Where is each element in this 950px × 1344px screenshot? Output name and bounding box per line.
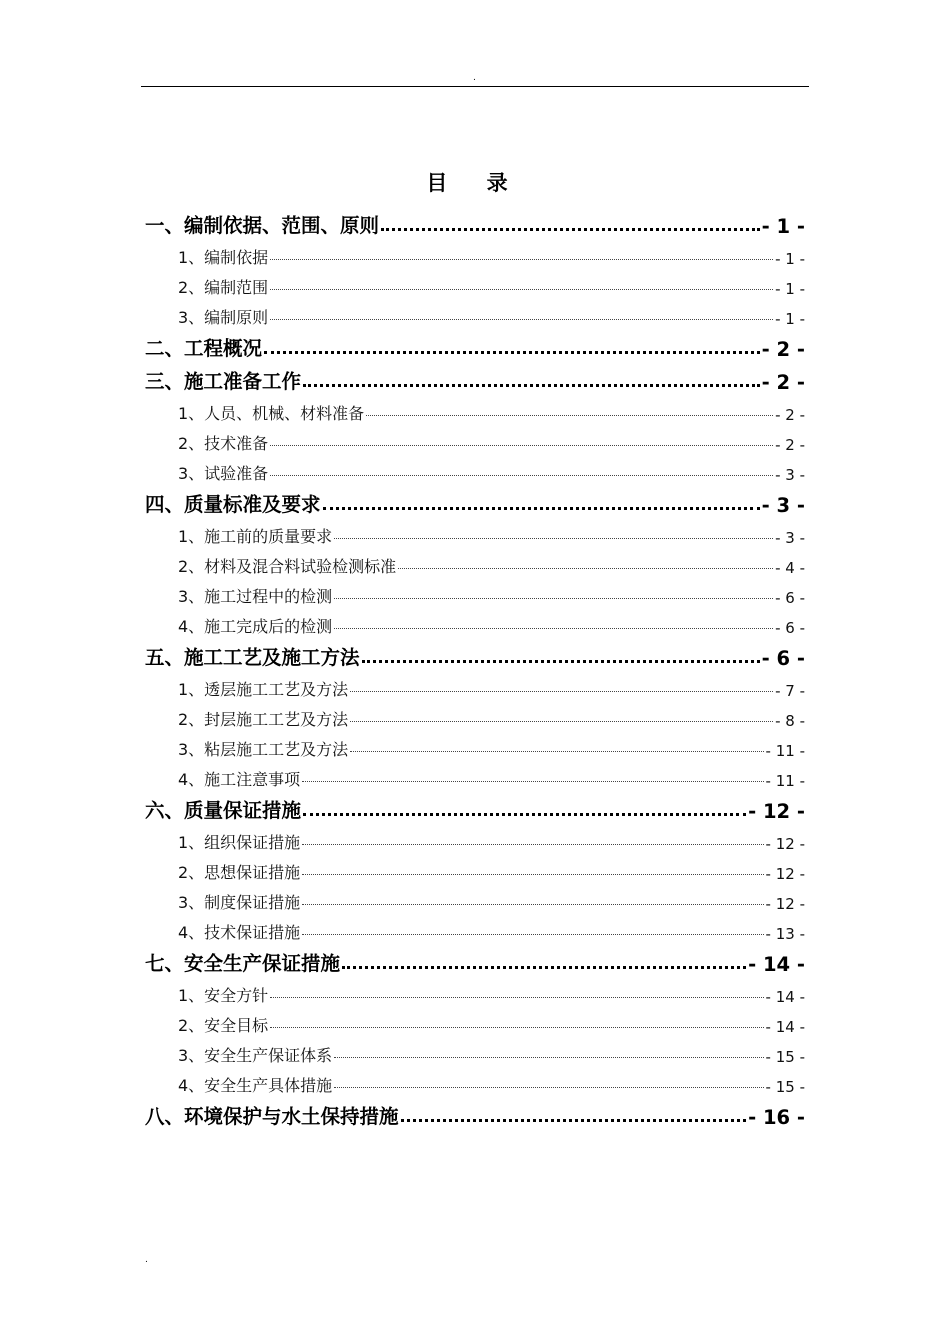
toc-dot-leader [350,721,773,722]
toc-entry-page-number: - 2 - [775,406,805,424]
toc-entry-page-number: - 15 - [765,1048,805,1066]
toc-entry-page-number: - 6 - [761,647,805,670]
toc-entry-label: 4、技术保证措施 [178,923,301,942]
toc-entry-label: 4、施工完成后的检测 [178,617,333,636]
toc-entry-label: 四、质量标准及要求 [145,493,321,516]
toc-entry-page-number: - 8 - [775,712,805,730]
toc-dot-leader [270,445,773,446]
toc-chapter-entry[interactable] [145,1099,805,1129]
toc-chapter-entry[interactable] [145,331,805,361]
toc-entry-label: 一、编制依据、范围、原则 [145,214,380,237]
toc-entry-page-number: - 13 - [765,925,805,943]
toc-section-entry[interactable] [145,730,805,760]
toc-entry-label: 1、人员、机械、材料准备 [178,404,365,423]
header-rule [141,86,809,87]
toc-dot-leader [270,1027,763,1028]
toc-entry-page-number: - 1 - [775,310,805,328]
toc-dot-leader [334,1057,763,1058]
toc-entry-page-number: - 11 - [765,742,805,760]
toc-entry-label: 4、安全生产具体措施 [178,1076,333,1095]
toc-dot-leader [270,289,773,290]
toc-dot-leader [334,1087,763,1088]
toc-dot-leader [350,751,763,752]
toc-entry-label: 3、试验准备 [178,464,269,483]
toc-dot-leader [270,997,763,998]
toc-entry-page-number: - 2 - [761,338,805,361]
toc-entry-page-number: - 2 - [761,371,805,394]
toc-section-entry[interactable] [145,670,805,700]
toc-entry-page-number: - 14 - [765,1018,805,1036]
toc-dot-leader [302,934,763,935]
toc-entry-label: 2、技术准备 [178,434,269,453]
toc-entry-page-number: - 1 - [761,215,805,238]
toc-entry-page-number: - 3 - [775,529,805,547]
toc-section-entry[interactable] [145,883,805,913]
toc-entry-label: 2、封层施工工艺及方法 [178,710,349,729]
toc-entry-label: 二、工程概况 [145,337,263,360]
toc-entry-label: 3、编制原则 [178,308,269,327]
toc-entry-page-number: - 14 - [765,988,805,1006]
toc-entry-page-number: - 6 - [775,589,805,607]
toc-dot-leader [398,568,773,569]
toc-entry-page-number: - 14 - [748,953,805,976]
toc-chapter-entry[interactable] [145,946,805,976]
toc-entry-label: 2、思想保证措施 [178,863,301,882]
toc-section-entry[interactable] [145,853,805,883]
header-mark: . [473,73,476,83]
toc-dot-leader [303,384,760,387]
toc-section-entry[interactable] [145,298,805,328]
toc-dot-leader [381,228,760,231]
toc-entry-page-number: - 3 - [775,466,805,484]
toc-entry-label: 3、安全生产保证体系 [178,1046,333,1065]
toc-entry-label: 2、材料及混合料试验检测标准 [178,557,397,576]
toc-entry-label: 1、安全方针 [178,986,269,1005]
toc-entry-page-number: - 2 - [775,436,805,454]
toc-section-entry[interactable] [145,1006,805,1036]
toc-dot-leader [270,319,773,320]
toc-chapter-entry[interactable] [145,208,805,238]
toc-section-entry[interactable] [145,268,805,298]
toc-section-entry[interactable] [145,700,805,730]
toc-section-entry[interactable] [145,823,805,853]
toc-entry-label: 2、安全目标 [178,1016,269,1035]
toc-entry-page-number: - 4 - [775,559,805,577]
toc-dot-leader [334,538,773,539]
toc-chapter-entry[interactable] [145,487,805,517]
toc-entry-page-number: - 12 - [748,800,805,823]
toc-dot-leader [350,691,773,692]
toc-entry-page-number: - 12 - [765,895,805,913]
toc-entry-label: 七、安全生产保证措施 [145,952,341,975]
toc-section-entry[interactable] [145,607,805,637]
toc-section-entry[interactable] [145,760,805,790]
toc-entry-label: 3、施工过程中的检测 [178,587,333,606]
toc-section-entry[interactable] [145,913,805,943]
toc-entry-page-number: - 11 - [765,772,805,790]
toc-entry-page-number: - 1 - [775,250,805,268]
toc-entry-label: 3、制度保证措施 [178,893,301,912]
toc-dot-leader [302,904,763,905]
toc-entry-page-number: - 15 - [765,1078,805,1096]
toc-entry-page-number: - 3 - [761,494,805,517]
toc-entry-page-number: - 1 - [775,280,805,298]
toc-dot-leader [270,475,773,476]
toc-section-entry[interactable] [145,1036,805,1066]
toc-dot-leader [323,507,760,510]
toc-section-entry[interactable] [145,238,805,268]
toc-entry-label: 1、组织保证措施 [178,833,301,852]
footer-mark: . [145,1255,148,1265]
toc-section-entry[interactable] [145,394,805,424]
toc-dot-leader [302,844,763,845]
toc-entry-page-number: - 12 - [765,865,805,883]
toc-dot-leader [270,259,773,260]
toc-title: 目 录 [426,171,524,195]
toc-chapter-entry[interactable] [145,793,805,823]
toc-section-entry[interactable] [145,1066,805,1096]
toc-chapter-entry[interactable] [145,364,805,394]
toc-entry-label: 1、施工前的质量要求 [178,527,333,546]
toc-dot-leader [401,1119,747,1122]
toc-dot-leader [303,813,746,816]
toc-entry-label: 八、环境保护与水土保持措施 [145,1105,399,1128]
toc-entry-label: 1、透层施工工艺及方法 [178,680,349,699]
toc-entry-page-number: - 7 - [775,682,805,700]
toc-chapter-entry[interactable] [145,640,805,670]
toc-entry-label: 1、编制依据 [178,248,269,267]
toc-dot-leader [342,966,746,969]
toc-entry-label: 五、施工工艺及施工方法 [145,646,360,669]
toc-entry-page-number: - 16 - [748,1106,805,1129]
table-of-contents [145,205,805,1129]
toc-dot-leader [302,874,763,875]
toc-dot-leader [366,415,773,416]
toc-dot-leader [334,598,773,599]
toc-dot-leader [302,781,763,782]
toc-entry-label: 三、施工准备工作 [145,370,302,393]
toc-entry-label: 4、施工注意事项 [178,770,301,789]
toc-entry-label: 六、质量保证措施 [145,799,302,822]
toc-dot-leader [362,660,760,663]
toc-section-entry[interactable] [145,547,805,577]
toc-section-entry[interactable] [145,517,805,547]
toc-section-entry[interactable] [145,976,805,1006]
toc-section-entry[interactable] [145,424,805,454]
toc-entry-page-number: - 12 - [765,835,805,853]
toc-entry-label: 3、粘层施工工艺及方法 [178,740,349,759]
toc-entry-label: 2、编制范围 [178,278,269,297]
toc-dot-leader [264,351,760,354]
toc-section-entry[interactable] [145,454,805,484]
toc-entry-page-number: - 6 - [775,619,805,637]
toc-section-entry[interactable] [145,577,805,607]
toc-dot-leader [334,628,773,629]
